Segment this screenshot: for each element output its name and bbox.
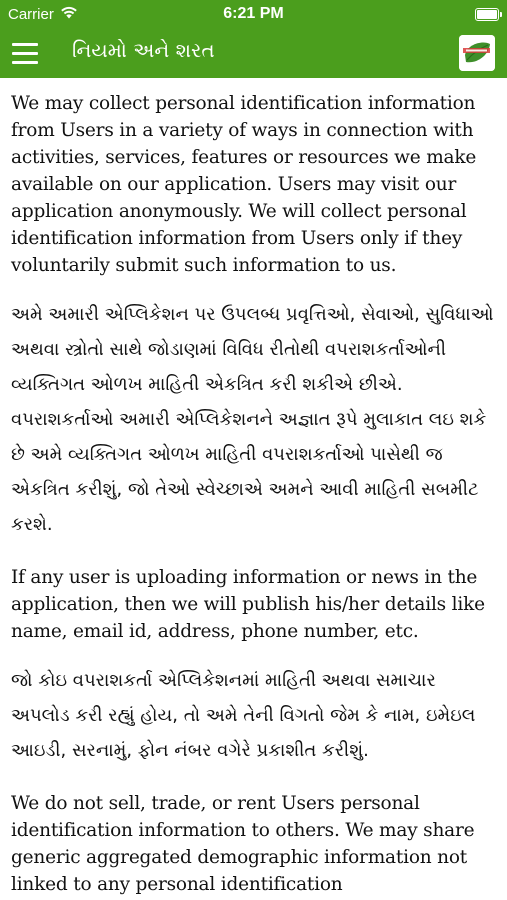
page-title: નિયમો અને શરત	[72, 38, 215, 62]
paragraph-1-gu: અમે અમારી એપ્લિકેશન પર ઉપલબ્ધ પ્રવૃત્તિઓ, સેવાઓ, સુવિધાઓ અથવા સ્ત્રોતો સાથે જોડાણમાં વિવિધ રીતોથી વપરાશકર્તાઓની વ્યક્તિગત ઓળખ માહિતી એકત્રિત કરી શકીએ છીએ. વપરાશકર્તાઓ અમારી એપ્લિકેશનને અજ્ઞાત રૂપે મુલાકાત લઇ શકે છે અમે વ્યક્તિગત ઓળખ માહિતી વપરાશકર્તાઓ પાસેથી જ એકત્રિત કરીશું, જો તેઓ સ્વેચ્છાએ અમને આવી માહિતી સબમીટ કરશે.	[11, 304, 494, 535]
terms-content	[11, 90, 497, 898]
status-time: 6:21 PM	[223, 5, 284, 22]
paragraph-2-en: If any user is uploading information or news in the application, then we will publish his/her details like name, email id, address, phone number, etc.	[11, 567, 485, 642]
paragraph-3-en: We do not sell, trade, or rent Users personal identification information to others. We may share generic aggregated demographic information not linked to any personal identification	[11, 793, 475, 895]
battery-icon	[475, 8, 499, 21]
nav-bar	[0, 30, 507, 78]
carrier-label: Carrier	[8, 6, 54, 23]
paragraph-1-en: We may collect personal identification information from Users in a variety of ways in connection with activities, services, features or resources we make available on our application. Users may visit our application anonymously. We will collect personal identification information from Users only if they voluntarily submit such information to us.	[11, 93, 477, 276]
app-logo-icon[interactable]	[459, 35, 495, 71]
status-bar	[0, 0, 507, 30]
hamburger-icon[interactable]	[12, 43, 38, 65]
paragraph-2-gu: જો કોઇ વપરાશકર્તા એપ્લિકેશનમાં માહિતી અથવા સમાચાર અપલોડ કરી રહ્યું હોય, તો અમે તેની વિગતો જેમ કે નામ, ઇમેઇલ આઇડી, સરનામું, ફોન નંબર વગેરે પ્રકાશીત કરીશું.	[11, 670, 476, 761]
